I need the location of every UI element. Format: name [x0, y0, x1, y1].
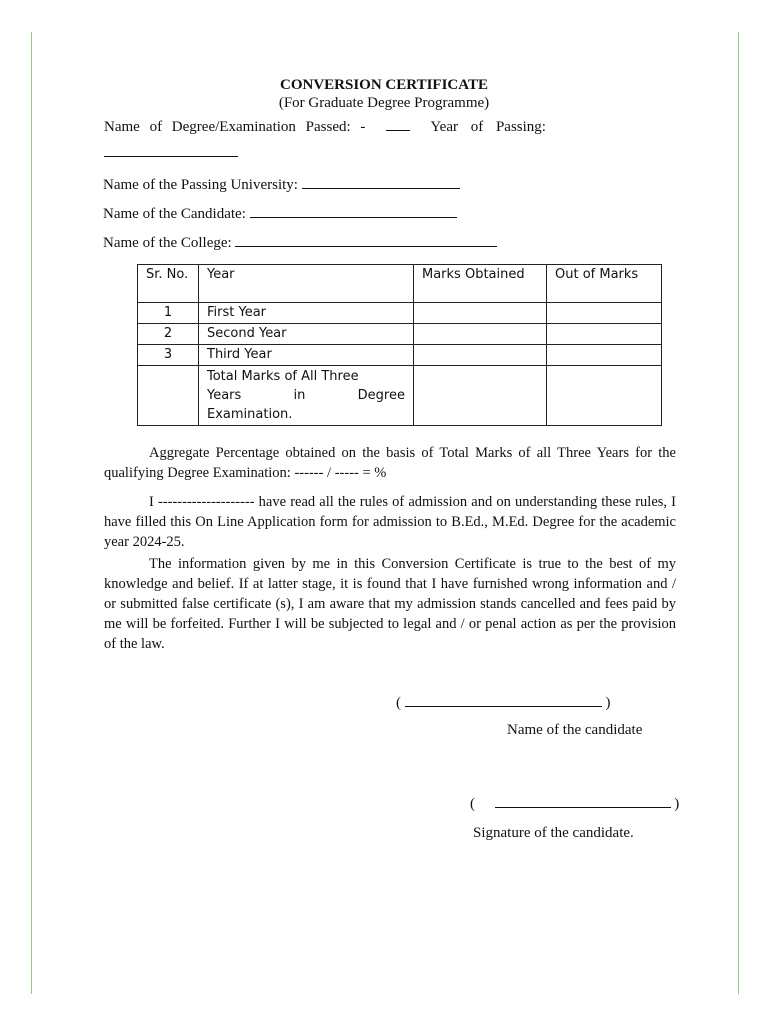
total-out-of-marks-cell[interactable] — [547, 366, 662, 426]
aggregate-paragraph — [104, 443, 676, 483]
row-sr: 1 — [138, 303, 199, 324]
degree-label: Name of Degree/Examination Passed: - — [104, 119, 366, 135]
page-margin-right — [738, 32, 739, 994]
candidate-label: Name of the Candidate: — [103, 206, 246, 222]
college-label: Name of the College: — [103, 235, 232, 251]
total-sr-cell — [138, 366, 199, 426]
candidate-blank[interactable] — [250, 203, 457, 218]
name-caption: Name of the candidate — [507, 722, 643, 738]
total-marks-obtained-cell[interactable] — [414, 366, 547, 426]
row-year: Second Year — [199, 324, 414, 345]
row-out-of-marks-cell[interactable] — [547, 303, 662, 324]
row-out-of-marks-cell[interactable] — [547, 324, 662, 345]
university-label: Name of the Passing University: — [103, 177, 298, 193]
table-total-row — [138, 366, 662, 426]
name-signature-line — [396, 692, 611, 712]
open-paren: ( — [396, 695, 401, 711]
degree-blank[interactable] — [386, 116, 410, 131]
close-paren: ) — [674, 796, 680, 812]
row-year: First Year — [199, 303, 414, 324]
close-paren: ) — [605, 695, 611, 711]
candidate-name-blank[interactable] — [405, 692, 602, 707]
header-year: Year — [199, 265, 414, 303]
year-of-passing-blank[interactable] — [104, 142, 238, 157]
signature-line — [470, 793, 679, 813]
total-line-3: Examination. — [207, 407, 293, 422]
signature-caption: Signature of the candidate. — [473, 825, 634, 841]
row-year: Third Year — [199, 345, 414, 366]
header-sr-no: Sr. No. — [138, 265, 199, 303]
aggregate-text: Aggregate Percentage obtained on the basis of Total Marks of all Three Years for the qualifying Degree Examination: ------ / ----- = % — [104, 445, 676, 481]
total-line-2-word: Degree — [357, 388, 405, 403]
row-out-of-marks-cell[interactable] — [547, 345, 662, 366]
row-sr: 3 — [138, 345, 199, 366]
header-out-of-marks: Out of Marks — [547, 265, 662, 303]
row-sr: 2 — [138, 324, 199, 345]
signature-blank[interactable] — [495, 793, 671, 808]
header-marks-obtained: Marks Obtained — [414, 265, 547, 303]
document-title: CONVERSION CERTIFICATE — [280, 77, 488, 93]
marks-table — [137, 264, 662, 426]
table-row — [138, 324, 662, 345]
declaration-1-text: I -------------------- have read all the rules of admission and on understanding these rules, I have filled this On Line Application form for admission to B.Ed., M.Ed. Degree for the academic year 2024-25. — [104, 494, 676, 550]
university-line — [103, 174, 460, 194]
declaration-2-text: The information given by me in this Conversion Certificate is true to the best of my knowledge and belief. If at latter stage, it is found that I have furnished wrong information and / or submitted false certificate (s), I am aware that my admission stands cancelled and fees paid by me will be forfeited. Further I will be subjected to legal and / or penal action as per the provision of the law. — [104, 556, 676, 652]
total-line-1: Total Marks of All Three — [207, 369, 359, 384]
total-label-cell — [199, 366, 414, 426]
page-margin-left — [31, 32, 32, 994]
open-paren: ( — [470, 796, 475, 812]
row-marks-obtained-cell[interactable] — [414, 303, 547, 324]
table-header-row — [138, 265, 662, 303]
candidate-line — [103, 203, 457, 223]
total-line-2-word: in — [293, 388, 306, 403]
declaration-paragraph-2 — [104, 554, 676, 654]
total-line-2-word: Years — [207, 388, 242, 403]
table-row — [138, 303, 662, 324]
table-row — [138, 345, 662, 366]
total-line-2 — [207, 386, 405, 405]
declaration-paragraph-1 — [104, 492, 676, 552]
college-blank[interactable] — [235, 232, 497, 247]
year-of-passing-label: Year of Passing: — [430, 119, 546, 135]
document-subtitle: (For Graduate Degree Programme) — [278, 95, 490, 111]
university-blank[interactable] — [302, 174, 460, 189]
college-line — [103, 232, 497, 252]
degree-year-line — [104, 116, 546, 136]
row-marks-obtained-cell[interactable] — [414, 324, 547, 345]
row-marks-obtained-cell[interactable] — [414, 345, 547, 366]
